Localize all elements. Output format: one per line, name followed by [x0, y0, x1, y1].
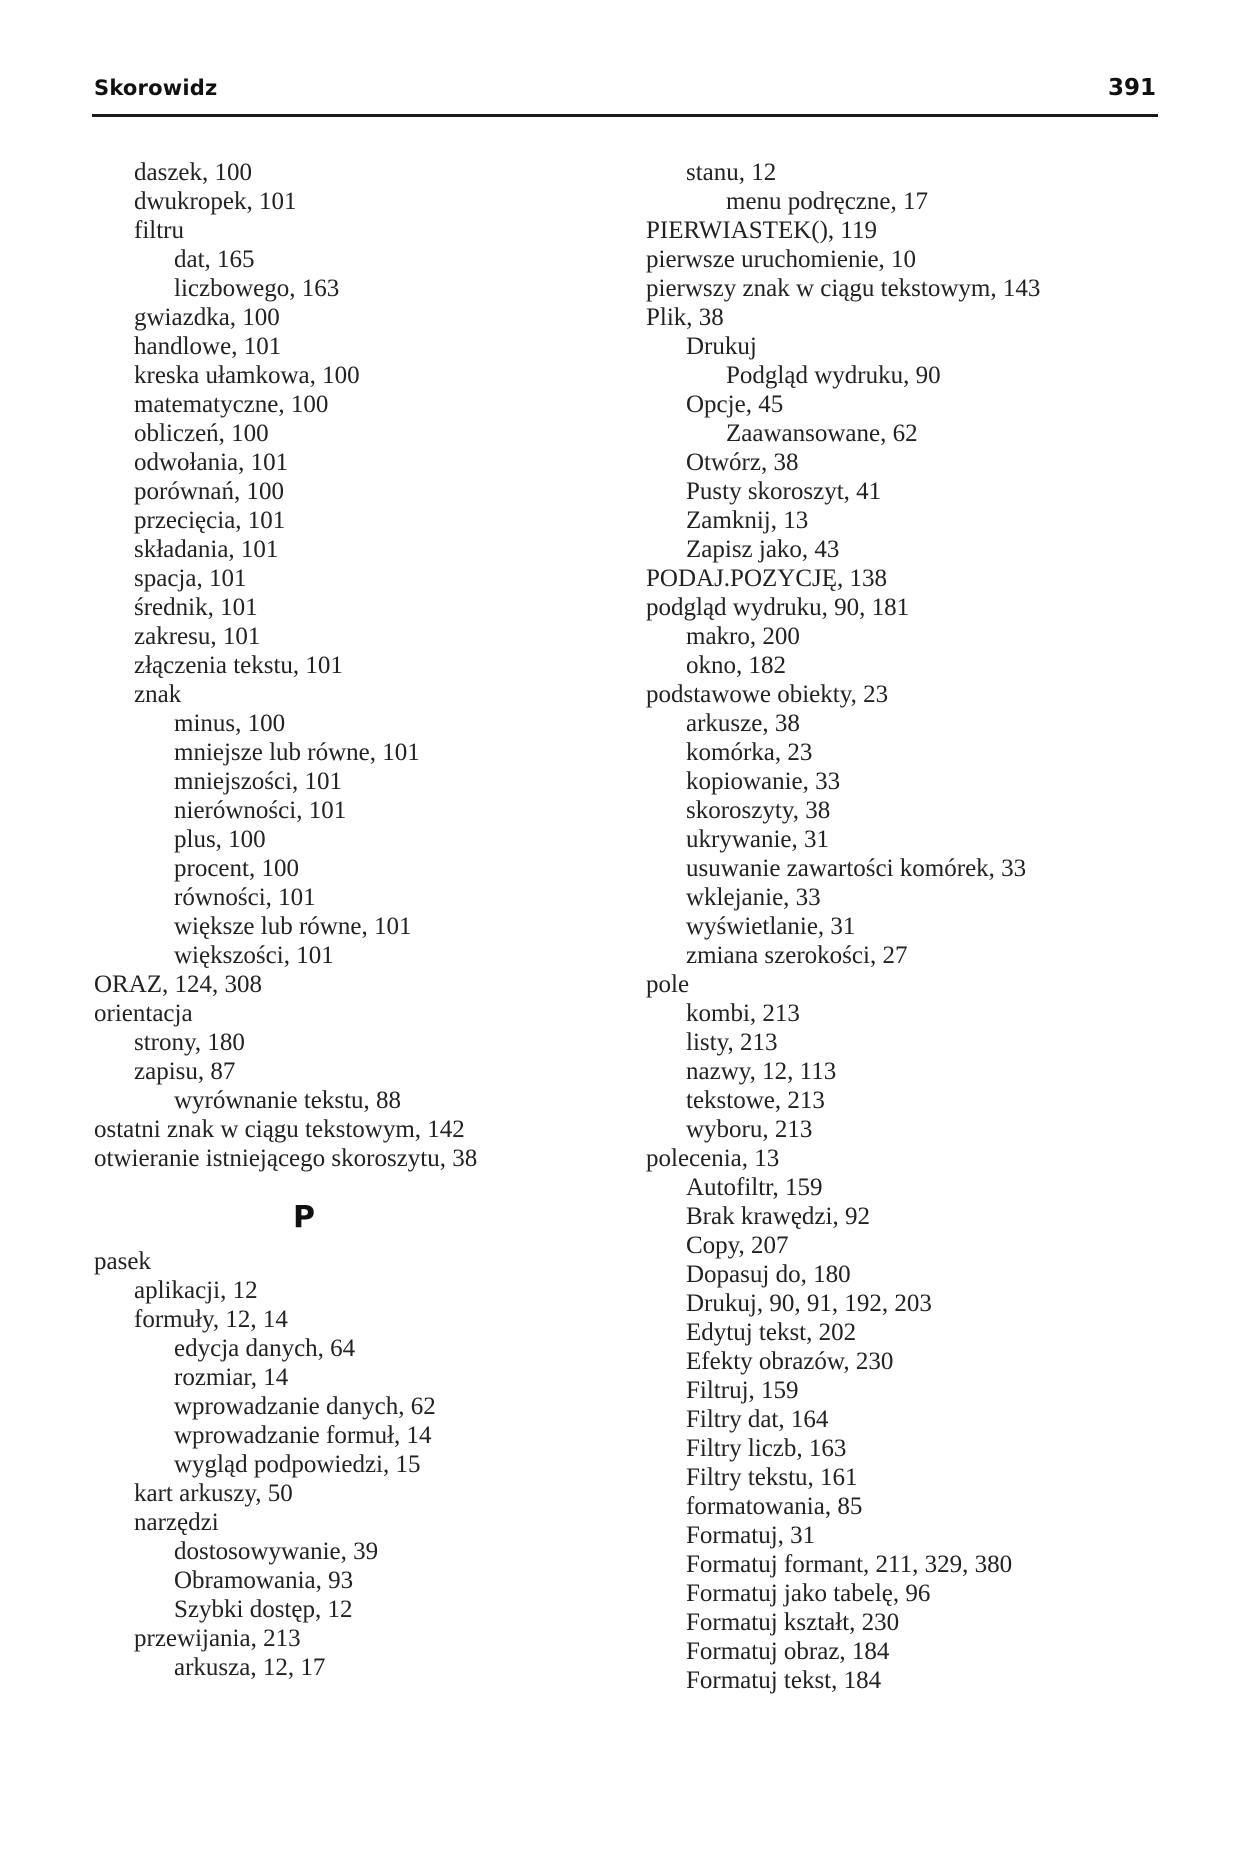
index-entry: pole	[646, 971, 690, 998]
index-subentry: wyboru, 213	[686, 1116, 813, 1143]
index-subentry: arkusza, 12, 17	[174, 1654, 326, 1681]
index-entry: polecenia, 13	[646, 1145, 780, 1172]
index-subentry: mniejsze lub równe, 101	[174, 739, 420, 766]
index-subentry: składania, 101	[134, 536, 279, 563]
index-subentry: komórka, 23	[686, 739, 813, 766]
index-subentry: procent, 100	[174, 855, 299, 882]
index-subentry: Zapisz jako, 43	[686, 536, 840, 563]
index-subentry: wyświetlanie, 31	[686, 913, 856, 940]
index-subentry: złączenia tekstu, 101	[134, 652, 343, 679]
index-subentry: Filtruj, 159	[686, 1377, 799, 1404]
index-subentry: przewijania, 213	[134, 1625, 301, 1652]
index-subentry: wygląd podpowiedzi, 15	[174, 1451, 421, 1478]
index-subentry: Drukuj	[686, 333, 757, 360]
index-subentry: dwukropek, 101	[134, 188, 297, 215]
index-subentry: plus, 100	[174, 826, 266, 853]
index-subentry: Filtry tekstu, 161	[686, 1464, 858, 1491]
index-subentry: tekstowe, 213	[686, 1087, 825, 1114]
index-subentry: Opcje, 45	[686, 391, 784, 418]
index-subentry: Autofiltr, 159	[686, 1174, 823, 1201]
index-subentry: Otwórz, 38	[686, 449, 799, 476]
index-entry: ostatni znak w ciągu tekstowym, 142	[94, 1116, 465, 1143]
index-subentry: Zaawansowane, 62	[726, 420, 918, 447]
index-entry: podstawowe obiekty, 23	[646, 681, 889, 708]
index-subentry: nierówności, 101	[174, 797, 347, 824]
index-subentry: handlowe, 101	[134, 333, 282, 360]
index-subentry: zakresu, 101	[134, 623, 261, 650]
index-subentry: przecięcia, 101	[134, 507, 286, 534]
index-subentry: Efekty obrazów, 230	[686, 1348, 894, 1375]
index-subentry: Szybki dostęp, 12	[174, 1596, 353, 1623]
index-entry: orientacja	[94, 1000, 193, 1027]
index-subentry: Filtry dat, 164	[686, 1406, 829, 1433]
index-subentry: edycja danych, 64	[174, 1335, 356, 1362]
index-subentry: dostosowywanie, 39	[174, 1538, 379, 1565]
index-subentry: większości, 101	[174, 942, 334, 969]
index-entry: pierwszy znak w ciągu tekstowym, 143	[646, 275, 1041, 302]
index-subentry: zapisu, 87	[134, 1058, 236, 1085]
index-subentry: daszek, 100	[134, 159, 253, 186]
index-subentry: porównań, 100	[134, 478, 284, 505]
index-subentry: okno, 182	[686, 652, 786, 679]
index-entry: otwieranie istniejącego skoroszytu, 38	[94, 1145, 478, 1172]
index-subentry: większe lub równe, 101	[174, 913, 412, 940]
index-entry: Plik, 38	[646, 304, 724, 331]
index-entry: PODAJ.POZYCJĘ, 138	[646, 565, 888, 592]
page-header	[92, 74, 1158, 117]
index-subentry: Formatuj tekst, 184	[686, 1667, 882, 1694]
index-subentry: Obramowania, 93	[174, 1567, 354, 1594]
index-subentry: Formatuj formant, 211, 329, 380	[686, 1551, 1013, 1578]
index-subentry: znak	[134, 681, 182, 708]
index-subentry: Edytuj tekst, 202	[686, 1319, 857, 1346]
index-subentry: usuwanie zawartości komórek, 33	[686, 855, 1027, 882]
index-subentry: zmiana szerokości, 27	[686, 942, 908, 969]
index-entry: podgląd wydruku, 90, 181	[646, 594, 910, 621]
page-number: 391	[1107, 75, 1156, 101]
index-subentry: Formatuj obraz, 184	[686, 1638, 890, 1665]
index-subentry: ukrywanie, 31	[686, 826, 830, 853]
index-subentry: nazwy, 12, 113	[686, 1058, 837, 1085]
index-subentry: formatowania, 85	[686, 1493, 863, 1520]
index-subentry: narzędzi	[134, 1509, 219, 1536]
index-subentry: makro, 200	[686, 623, 800, 650]
index-entry: pierwsze uruchomienie, 10	[646, 246, 917, 273]
index-subentry: liczbowego, 163	[174, 275, 340, 302]
index-subentry: Pusty skoroszyt, 41	[686, 478, 882, 505]
index-subentry: wklejanie, 33	[686, 884, 821, 911]
index-entry: pasek	[94, 1248, 151, 1275]
index-subentry: Podgląd wydruku, 90	[726, 362, 941, 389]
index-subentry: aplikacji, 12	[134, 1277, 258, 1304]
index-column-right	[646, 158, 1186, 1695]
index-subentry: spacja, 101	[134, 565, 247, 592]
section-letter: P	[293, 1200, 315, 1235]
index-subentry: dat, 165	[174, 246, 255, 273]
index-subentry: Filtry liczb, 163	[686, 1435, 847, 1462]
index-subentry: równości, 101	[174, 884, 316, 911]
index-column-left	[94, 158, 634, 1682]
index-subentry: skoroszyty, 38	[686, 797, 831, 824]
index-subentry: Formatuj kształt, 230	[686, 1609, 900, 1636]
index-subentry: średnik, 101	[134, 594, 258, 621]
index-subentry: gwiazdka, 100	[134, 304, 280, 331]
index-subentry: menu podręczne, 17	[726, 188, 929, 215]
running-title: Skorowidz	[94, 76, 218, 100]
index-subentry: Dopasuj do, 180	[686, 1261, 851, 1288]
index-subentry: wyrównanie tekstu, 88	[174, 1087, 402, 1114]
index-subentry: kombi, 213	[686, 1000, 800, 1027]
index-subentry: mniejszości, 101	[174, 768, 343, 795]
index-subentry: minus, 100	[174, 710, 286, 737]
index-subentry: stanu, 12	[686, 159, 777, 186]
index-subentry: wprowadzanie formuł, 14	[174, 1422, 432, 1449]
index-subentry: Zamknij, 13	[686, 507, 809, 534]
index-subentry: odwołania, 101	[134, 449, 289, 476]
index-subentry: kopiowanie, 33	[686, 768, 841, 795]
index-subentry: obliczeń, 100	[134, 420, 269, 447]
index-subentry: filtru	[134, 217, 184, 244]
index-subentry: formuły, 12, 14	[134, 1306, 288, 1333]
index-subentry: wprowadzanie danych, 62	[174, 1393, 436, 1420]
index-entry: PIERWIASTEK(), 119	[646, 217, 877, 244]
index-subentry: arkusze, 38	[686, 710, 800, 737]
index-subentry: Formatuj, 31	[686, 1522, 816, 1549]
index-subentry: listy, 213	[686, 1029, 778, 1056]
index-subentry: kreska ułamkowa, 100	[134, 362, 360, 389]
index-subentry: Brak krawędzi, 92	[686, 1203, 870, 1230]
index-subentry: Formatuj jako tabelę, 96	[686, 1580, 931, 1607]
index-subentry: rozmiar, 14	[174, 1364, 289, 1391]
index-subentry: matematyczne, 100	[134, 391, 329, 418]
index-subentry: strony, 180	[134, 1029, 245, 1056]
index-subentry: Drukuj, 90, 91, 192, 203	[686, 1290, 932, 1317]
index-entry: ORAZ, 124, 308	[94, 971, 263, 998]
index-subentry: kart arkuszy, 50	[134, 1480, 293, 1507]
index-subentry: Copy, 207	[686, 1232, 789, 1259]
